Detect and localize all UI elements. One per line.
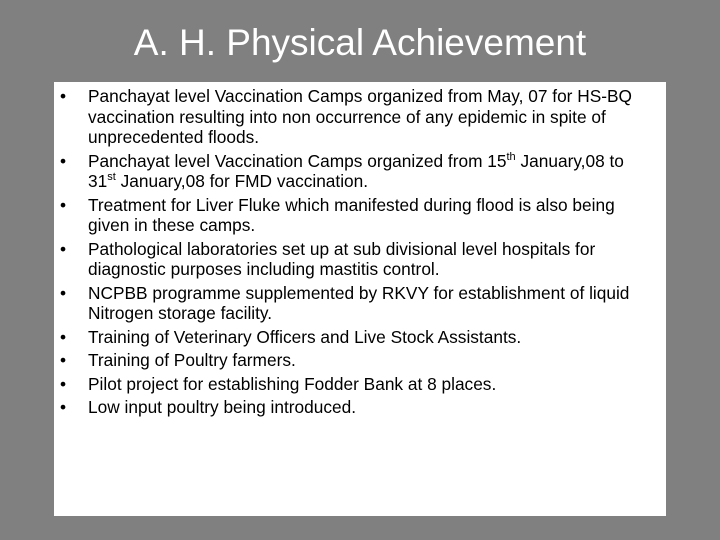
list-item <box>60 397 652 418</box>
slide-title: A. H. Physical Achievement <box>133 22 587 63</box>
bullet-text: Panchayat level Vaccination Camps organized from May, 07 for HS-BQ vaccination resulting into non occurrence of any epidemic in spite of unprecedented floods. <box>88 86 632 147</box>
bullet-icon: • <box>60 326 67 347</box>
bullet-icon: • <box>60 397 67 417</box>
list-item <box>60 195 652 236</box>
bullet-text: Treatment for Liver Fluke which manifested during flood is also being given in these camps. <box>88 194 615 235</box>
bullet-icon: • <box>60 350 67 370</box>
bullet-text-segment: January,08 for FMD vaccination. <box>115 171 369 191</box>
list-item <box>60 151 652 192</box>
list-item <box>60 374 652 395</box>
list-item <box>60 86 652 148</box>
list-item <box>60 327 652 348</box>
bullet-text: Low input poultry being introduced. <box>88 397 357 417</box>
bullet-icon: • <box>60 86 67 106</box>
bullet-icon: • <box>60 373 67 394</box>
bullet-icon: • <box>60 194 67 215</box>
bullet-list <box>60 86 652 418</box>
bullet-text: NCPBB programme supplemented by RKVY for establishment of liquid Nitrogen storage facility. <box>88 282 630 323</box>
ordinal-superscript: th <box>506 150 516 163</box>
bullet-text: Pilot project for establishing Fodder Bank at 8 places. <box>88 373 497 394</box>
bullet-icon: • <box>60 150 67 171</box>
list-item <box>60 283 652 324</box>
bullet-text: Training of Veterinary Officers and Live Stock Assistants. <box>88 326 522 347</box>
list-item <box>60 239 652 280</box>
bullet-text-segment: Panchayat level Vaccination Camps organized from 15 <box>88 150 507 171</box>
bullet-icon: • <box>60 282 67 303</box>
ordinal-superscript: st <box>107 171 116 184</box>
bullet-text: Training of Poultry farmers. <box>88 350 296 370</box>
bullet-text <box>88 151 624 192</box>
bullet-text: Pathological laboratories set up at sub divisional level hospitals for diagnostic purposes including mastitis control. <box>88 238 596 279</box>
bullet-icon: • <box>60 238 67 259</box>
content-box <box>54 82 666 516</box>
list-item <box>60 350 652 371</box>
bullet-text-segment: January,08 to 31 <box>88 150 624 191</box>
